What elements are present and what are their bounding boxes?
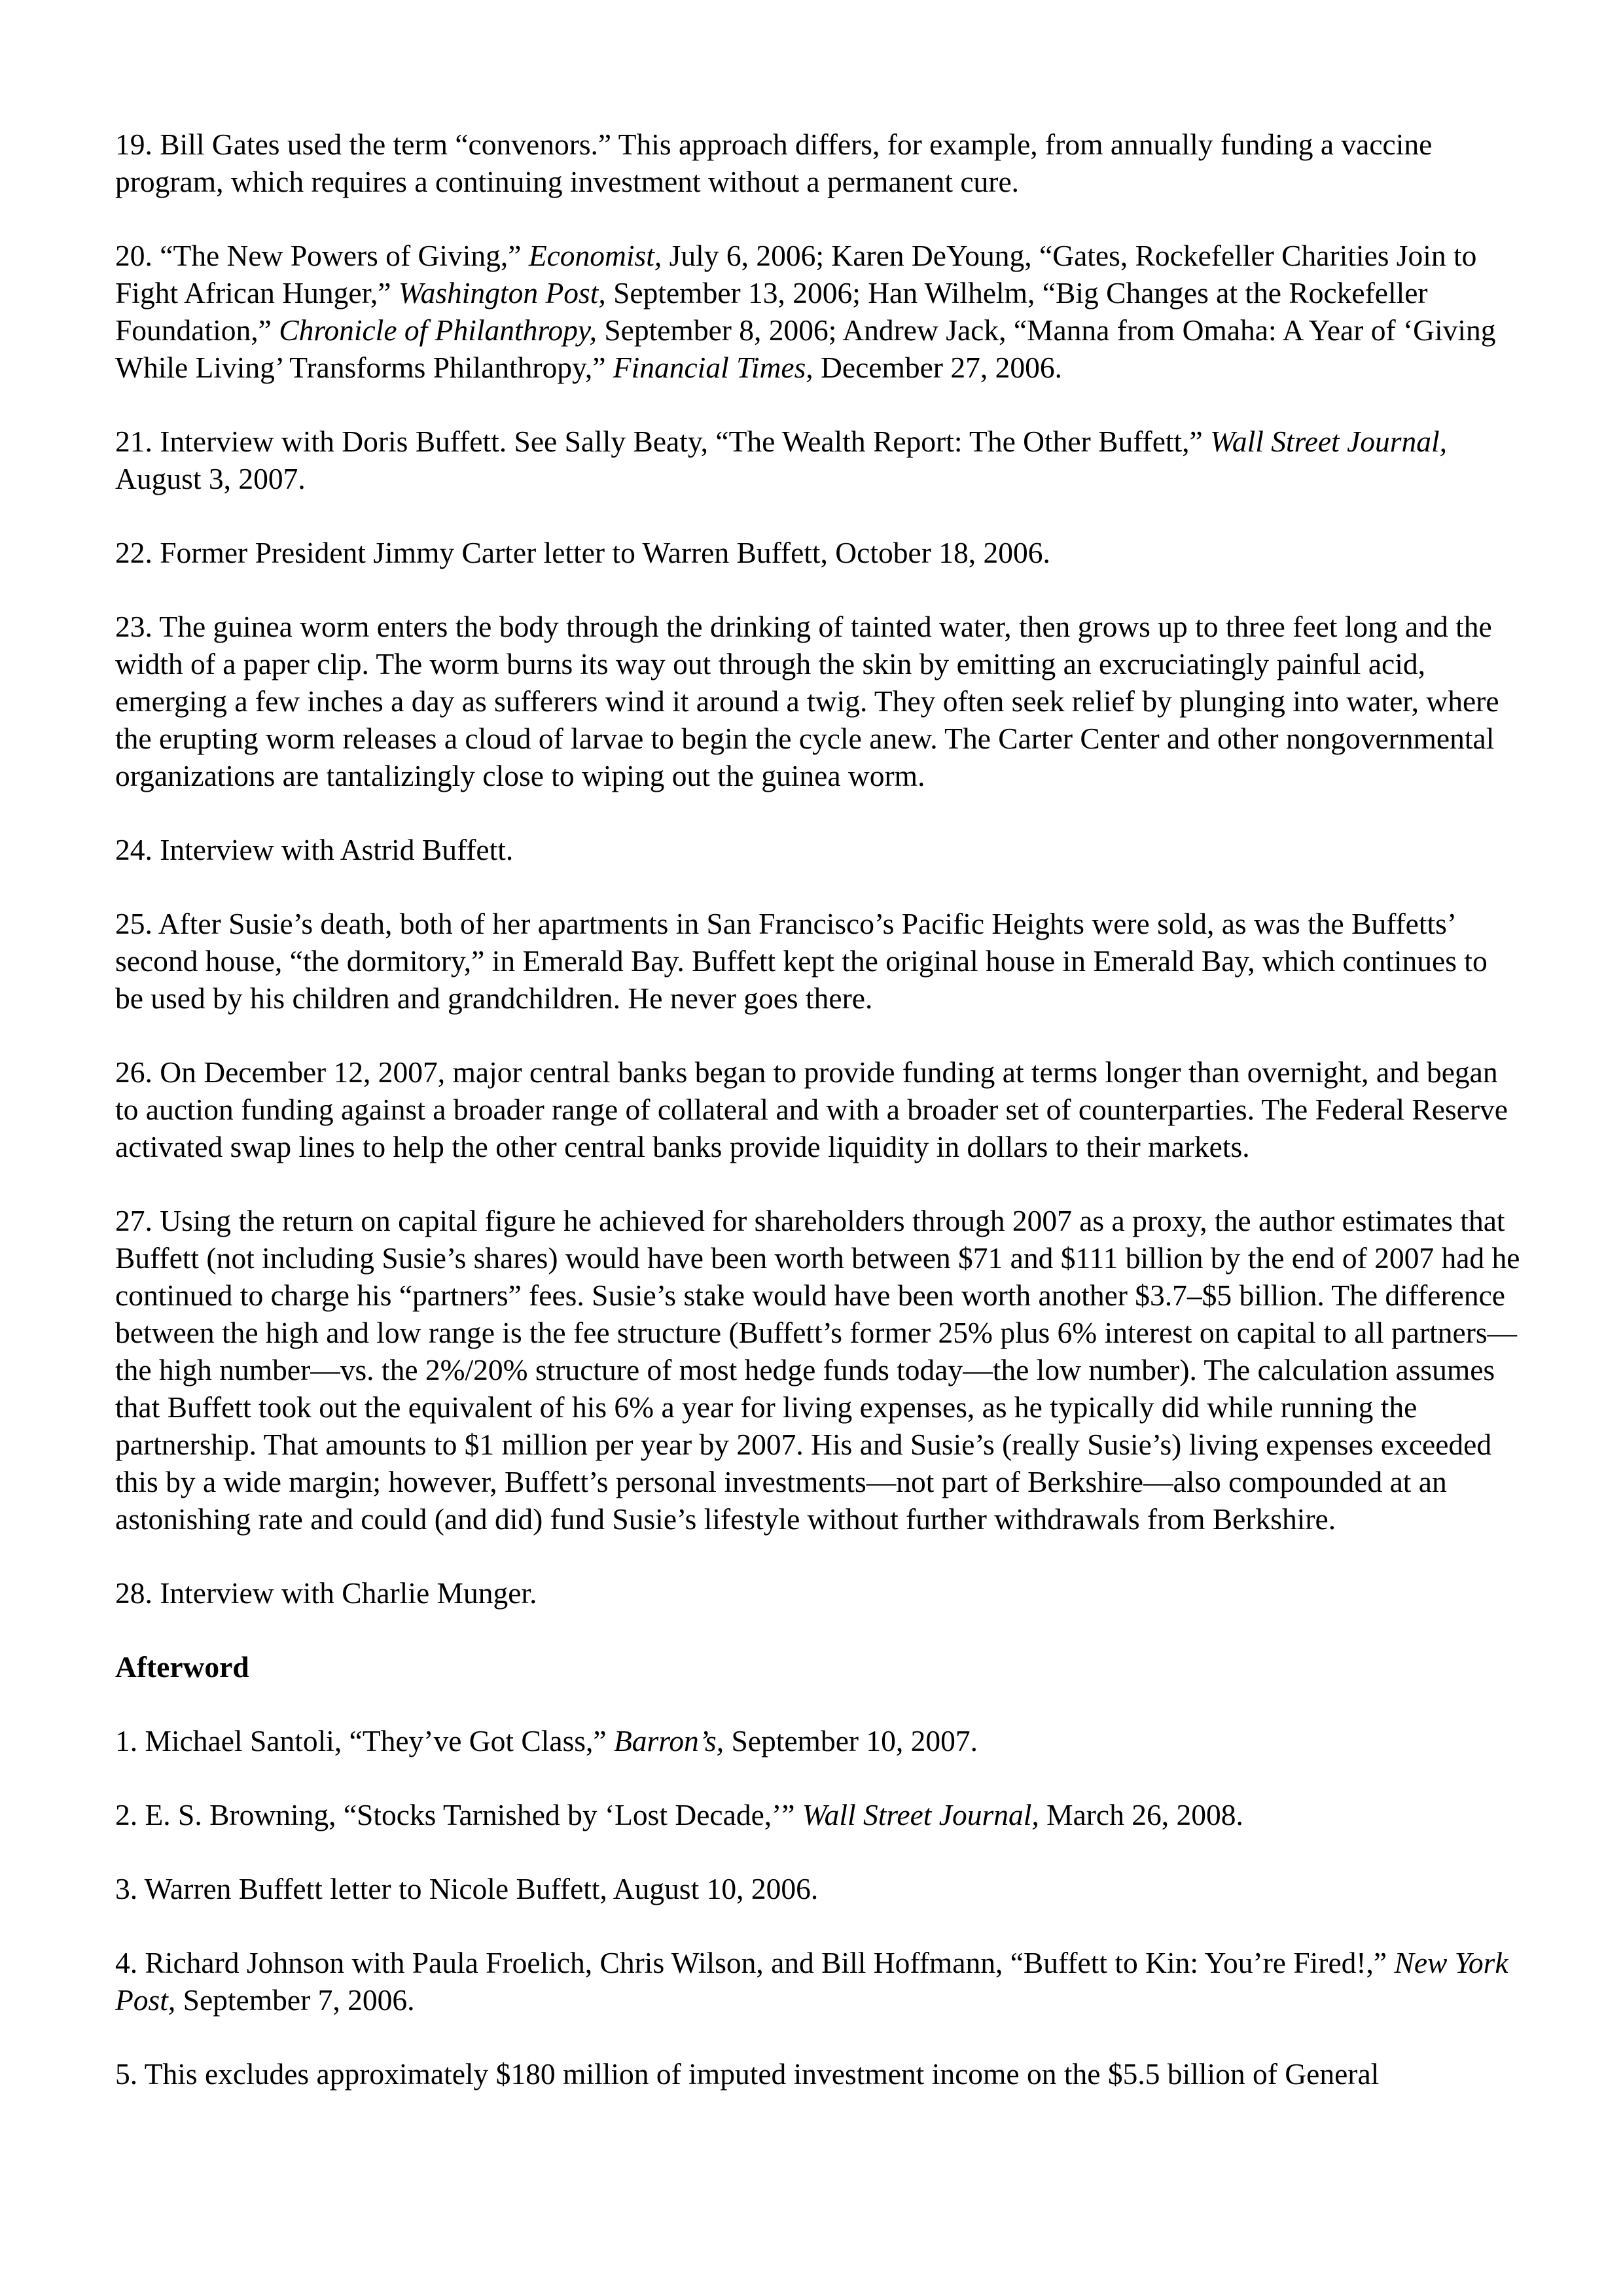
afterword-heading: Afterword [115, 1650, 249, 1684]
publication-title: Washington Post, [398, 276, 606, 309]
note-21 [115, 423, 1522, 497]
publication-title: Chronicle of Philanthropy, [279, 313, 597, 347]
note-text: 27. Using the return on capital figure he achieved for shareholders through 2007 as a proxy, the author estimates that Buffett (not including Susie’s shares) would have been worth between $71 and $111 billion by the end of 2007 had he continued to charge his “partners” fees. Susie’s stake would have been worth another $3.7–$5 billion. The difference between the high and low range is the fee structure (Buffett’s former 25% plus 6% interest on capital to all partners—the high number—vs. the 2%/20% structure of most hedge funds today—the low number). The calculation assumes that Buffett took out the equivalent of his 6% a year for living expenses, as he typically did while running the partnership. That amounts to $1 million per year by 2007. His and Susie’s (really Susie’s) living expenses exceeded this by a wide margin; however, Buffett’s personal investments—not part of Berkshire—also compounded at an astonishing rate and could (and did) fund Susie’s lifestyle without further withdrawals from Berkshire. [115, 1204, 1520, 1536]
note-text: 1. Michael Santoli, “They’ve Got Class,” [115, 1724, 614, 1757]
chapter-notes-list [115, 126, 1522, 1612]
publication-title: Barron’s, [613, 1724, 724, 1757]
afterword-note-1 [115, 1722, 1522, 1759]
note-text: 5. This excludes approximately $180 million of imputed investment income on the $5.5 billion of General [115, 2057, 1380, 2091]
note-text: 2. E. S. Browning, “Stocks Tarnished by ‘Lost Decade,’” [115, 1798, 802, 1831]
note-25 [115, 905, 1522, 1017]
note-text: September 10, 2007. [724, 1724, 978, 1757]
note-text: 3. Warren Buffett letter to Nicole Buffett, August 10, 2006. [115, 1872, 819, 1905]
note-text: 4. Richard Johnson with Paula Froelich, Chris Wilson, and Bill Hoffmann, “Buffett to Kin: You’re Fired!,” [115, 1946, 1395, 1979]
publication-title: Economist, [528, 239, 662, 272]
note-20 [115, 237, 1522, 386]
publication-title: Financial Times, [613, 351, 813, 384]
note-26 [115, 1053, 1522, 1165]
afterword-note-3 [115, 1870, 1522, 1907]
note-text: 23. The guinea worm enters the body through the drinking of tainted water, then grows up to three feet long and the width of a paper clip. The worm burns its way out through the skin by emitting an excruciatingly painful acid, emerging a few inches a day as sufferers wind it around a twig. They often seek relief by plunging into water, where the erupting worm releases a cloud of larvae to begin the cycle anew. The Carter Center and other nongovernmental organizations are tantalizingly close to wiping out the guinea worm. [115, 610, 1499, 792]
publication-title: New York Post, [115, 1946, 1508, 2017]
note-text: December 27, 2006. [813, 351, 1062, 384]
note-text: 25. After Susie’s death, both of her apartments in San Francisco’s Pacific Heights were sold, as was the Buffetts’ second house, “the dormitory,” in Emerald Bay. Buffett kept the original house in Emerald Bay, which continues to be used by his children and grandchildren. He never goes there. [115, 907, 1488, 1015]
page-content [115, 126, 1522, 2129]
note-28 [115, 1574, 1522, 1612]
note-text: 26. On December 12, 2007, major central banks began to provide funding at terms longer than overnight, and began to auction funding against a broader range of collateral and with a broader set of counterparties. The Federal Reserve activated swap lines to help the other central banks provide liquidity in dollars to their markets. [115, 1055, 1508, 1163]
note-22 [115, 534, 1522, 571]
note-text: 22. Former President Jimmy Carter letter to Warren Buffett, October 18, 2006. [115, 536, 1050, 569]
note-text: 21. Interview with Doris Buffett. See Sally Beaty, “The Wealth Report: The Other Buffett,” [115, 425, 1211, 458]
afterword-note-2 [115, 1796, 1522, 1833]
afterword-note-4 [115, 1944, 1522, 2019]
note-text: July 6, 2006; Karen DeYoung, “Gates, Rockefeller Charities Join to Fight African Hunger,” [115, 239, 1477, 309]
publication-title: Wall Street Journal, [1210, 425, 1447, 458]
note-text: 20. “The New Powers of Giving,” [115, 239, 529, 272]
note-text: March 26, 2008. [1039, 1798, 1243, 1831]
note-text: September 8, 2006; Andrew Jack, “Manna from Omaha: A Year of ‘Giving While Living’ Transforms Philanthropy,” [115, 313, 1496, 384]
afterword-note-5 [115, 2055, 1522, 2093]
note-24 [115, 831, 1522, 868]
note-text: September 7, 2006. [175, 1983, 415, 2017]
note-27 [115, 1202, 1522, 1538]
note-text: September 13, 2006; Han Wilhelm, “Big Changes at the Rockefeller Foundation,” [115, 276, 1428, 347]
note-text: August 3, 2007. [115, 462, 306, 495]
note-23 [115, 608, 1522, 794]
note-text: 24. Interview with Astrid Buffett. [115, 833, 514, 866]
note-text: 28. Interview with Charlie Munger. [115, 1576, 537, 1610]
afterword-notes-list [115, 1722, 1522, 2093]
publication-title: Wall Street Journal, [802, 1798, 1039, 1831]
note-19 [115, 126, 1522, 200]
note-text: 19. Bill Gates used the term “convenors.” This approach differs, for example, from annually funding a vaccine program, which requires a continuing investment without a permanent cure. [115, 128, 1433, 198]
